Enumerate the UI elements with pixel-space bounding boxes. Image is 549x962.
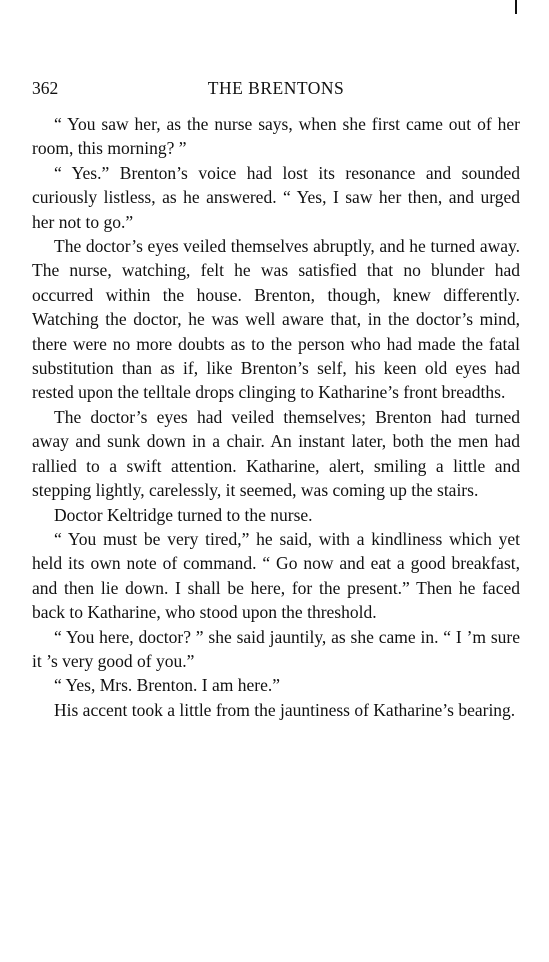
scan-corner-mark: [515, 0, 517, 14]
paragraph: “ Yes.” Brenton’s voice had lost its resonance and sounded curiously listless, as he answered. “ Yes, I saw her then, and urged her not to go.”: [32, 162, 520, 232]
paragraph: The doctor’s eyes had veiled themselves; Brenton had turned away and sunk down in a chair. An instant later, both the men had rallied to a swift attention. Katharine, alert, smiling a little and stepping lightly, carelessly, it seemed, was coming up the stairs.: [32, 406, 520, 501]
page-header: [32, 76, 520, 100]
running-title: THE BRENTONS: [207, 78, 345, 98]
paragraph: “ You here, doctor? ” she said jauntily, as she came in. “ I ’m sure it ’s very good of you.”: [32, 626, 520, 671]
paragraph: “ You must be very tired,” he said, with a kindliness which yet held its own note of command. “ Go now and eat a good breakfast, and then lie down. I shall be here, for the present.” Then he faced back to Katharine, who stood upon the threshold.: [32, 528, 520, 623]
paragraph: The doctor’s eyes veiled themselves abruptly, and he turned away. The nurse, watching, felt he was satisfied that no blunder had occurred within the house. Brenton, though, knew differently. Watching the doctor, he was well aware that, in the doctor’s mind, there were no more doubts as to the person who had made the fatal substitution than as if, like Brenton’s self, his keen old eyes had rested upon the telltale drops clinging to Katharine’s front breadths.: [32, 236, 520, 403]
page-body: [32, 112, 520, 722]
paragraph: “ You saw her, as the nurse says, when she first came out of her room, this morning? ”: [32, 114, 520, 159]
page-number: 362: [32, 78, 59, 98]
paragraph: “ Yes, Mrs. Brenton. I am here.”: [54, 675, 280, 696]
paragraph: His accent took a little from the jauntiness of Katharine’s bearing.: [54, 699, 516, 720]
paragraph: Doctor Keltridge turned to the nurse.: [54, 504, 313, 525]
